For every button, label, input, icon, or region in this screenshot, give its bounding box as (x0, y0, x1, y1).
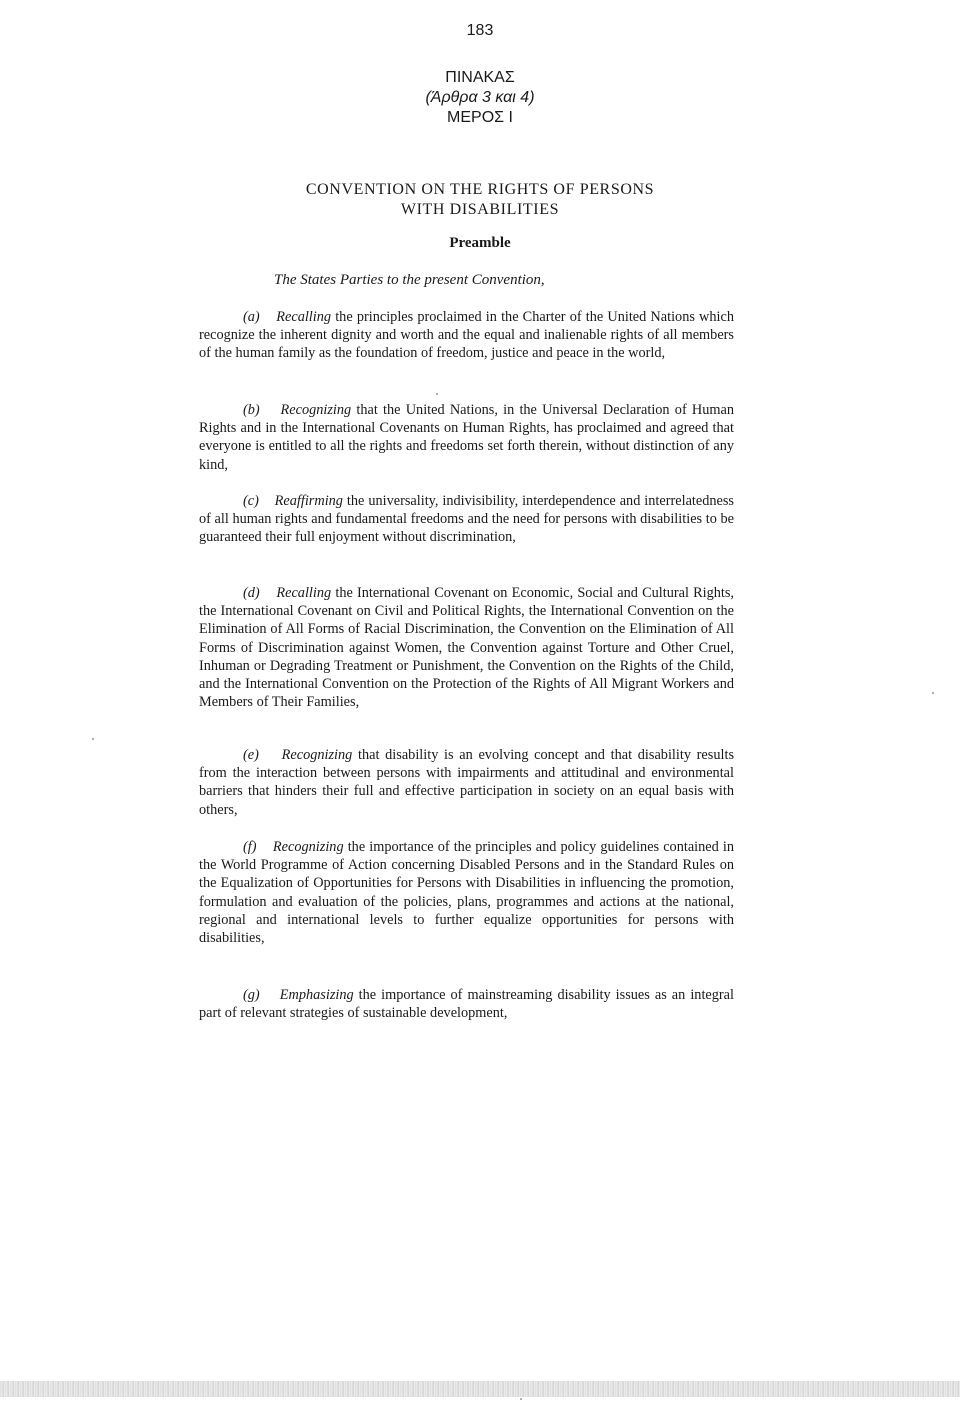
paragraph-label: (f) (243, 839, 257, 855)
scan-speck (92, 738, 94, 740)
scan-speck (932, 692, 934, 694)
scan-speck (520, 1398, 522, 1400)
annex-articles: (Άρθρα 3 και 4) (425, 89, 535, 106)
preamble-paragraph-g (199, 986, 734, 1022)
paragraph-keyword: Recalling (276, 585, 332, 601)
paragraph-text: the principles proclaimed in the Charter of the United Nations which recognize the inherent dignity and worth and the equal and inalienable rights of all members of the human family as the foundation of freedom, justice and peace in the world, (199, 309, 734, 362)
paragraph-keyword: Recalling (276, 309, 332, 325)
preamble-heading: Preamble (449, 235, 511, 251)
paragraph-text: the importance of mainstreaming disability issues as an integral part of relevant strategies of sustainable development, (199, 987, 734, 1022)
preamble-paragraph-b (199, 401, 734, 474)
paragraph-label: (d) (243, 585, 260, 601)
paragraph-text: the importance of the principles and policy guidelines contained in the World Programme of Action concerning Disabled Persons and in the Standard Rules on the Equalization of Opportunities for Persons with Disabilities in influencing the promotion, formulation and evaluation of the policies, plans, programmes and actions at the national, regional and international levels to further equalize opportunities for persons with disabilities, (199, 839, 735, 947)
convention-title-line2: WITH DISABILITIES (400, 201, 560, 218)
preamble-intro: The States Parties to the present Convention, (274, 272, 545, 288)
paragraph-text: that disability is an evolving concept and that disability results from the interaction between persons with impairments and attitudinal and environmental barriers that hinders their full and effective participation in society on an equal basis with others, (199, 747, 735, 818)
preamble-paragraph-e (199, 746, 734, 819)
convention-title (0, 180, 960, 220)
paragraph-text: that the United Nations, in the Universal Declaration of Human Rights and in the International Covenants on Human Rights, has proclaimed and agreed that everyone is entitled to all the rights and freedoms set forth therein, without distinction of any kind, (199, 402, 734, 473)
paragraph-label: (a) (243, 309, 260, 325)
preamble-paragraph-c (199, 492, 734, 547)
paragraph-text: the universality, indivisibility, interdependence and interrelatedness of all human rights and fundamental freedoms and the need for persons with disabilities to be guaranteed their full enjoyment without discrimination, (199, 493, 734, 546)
paragraph-keyword: Recognizing (272, 839, 344, 855)
preamble-paragraph-f (199, 838, 734, 947)
paragraph-label: (b) (243, 402, 260, 418)
paragraph-label: (g) (243, 987, 260, 1003)
paragraph-text: the International Covenant on Economic, Social and Cultural Rights, the International Covenant on Civil and Political Rights, the International Convention on the Elimination of All Forms of Racial Discrimination, the Convention on the Elimination of All Forms of Discrimination against Women, the Convention against Torture and Other Cruel, Inhuman or Degrading Treatment or Punishment, the Convention on the Rights of the Child, and the International Convention on the Protection of the Rights of All Migrant Workers and Members of Their Families, (199, 585, 735, 711)
scan-edge-strip (0, 1381, 960, 1397)
paragraph-label: (e) (243, 747, 259, 763)
scan-speck (436, 393, 438, 395)
convention-title-line1: CONVENTION ON THE RIGHTS OF PERSONS (305, 181, 655, 198)
paragraph-keyword: Recognizing (281, 747, 353, 763)
page-number: 183 (466, 22, 494, 39)
annex-header (0, 68, 960, 128)
annex-part: ΜΕΡΟΣ Ι (447, 109, 513, 126)
paragraph-keyword: Recognizing (280, 402, 352, 418)
paragraph-keyword: Emphasizing (279, 987, 354, 1003)
preamble-paragraph-d (199, 584, 734, 711)
annex-title: ΠΙΝΑΚΑΣ (445, 69, 515, 86)
paragraph-keyword: Reaffirming (274, 493, 343, 509)
paragraph-label: (c) (243, 493, 259, 509)
preamble-paragraph-a (199, 308, 734, 363)
